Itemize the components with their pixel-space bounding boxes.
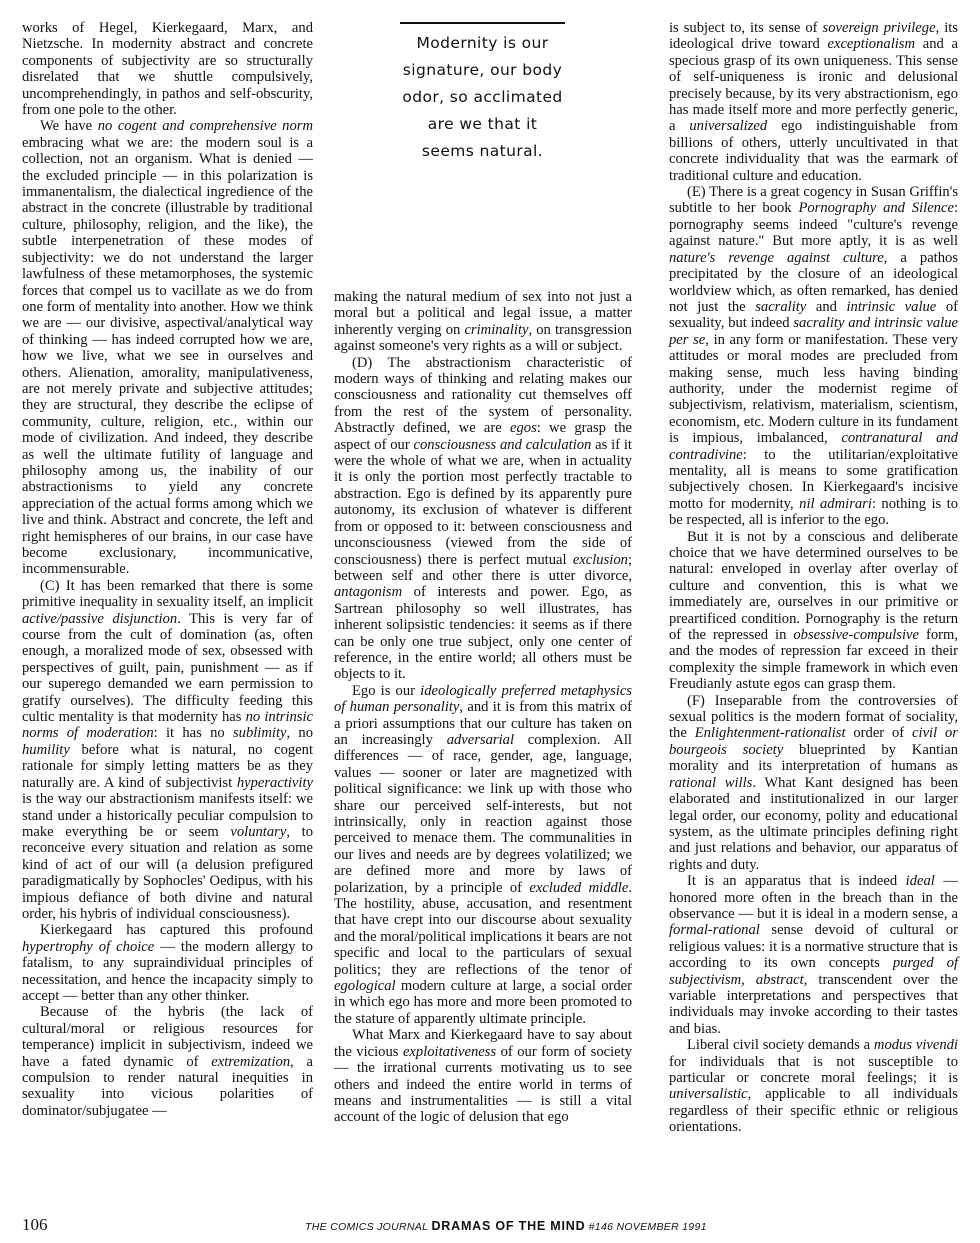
text-run: It is an apparatus that is indeed bbox=[687, 873, 906, 890]
text-run: , a compulsion to render natural inequities in sexuality into vicious polarities of dominator/subjugatee — bbox=[22, 1053, 313, 1119]
italic-run: sacrality and intrinsic value per se bbox=[669, 315, 958, 348]
italic-run: consciousness and calculation bbox=[413, 436, 592, 453]
text-run: We have bbox=[40, 118, 98, 135]
text-run: But it is not by a conscious and deliberate choice that we have determined ourselves to be natural: enveloped in overlay after overlay of culture and convention, this is what we immediately are, ourselves in our primitive or preartificed condition. Pornography is the return of the repressed in bbox=[669, 528, 958, 644]
text-run: , and it is from this matrix of a priori assumptions that our culture has taken on an increasingly bbox=[334, 699, 632, 748]
text-run: , no bbox=[286, 725, 313, 742]
paragraph bbox=[22, 20, 313, 118]
text-run: for individuals that is not susceptible to particular or concrete moral feelings; it is bbox=[669, 1053, 958, 1086]
text-run: modern culture at large, a social order in which ego has more and more been promoted to the stature of apparently ultimate principle. bbox=[334, 978, 632, 1027]
italic-run: universalized bbox=[689, 118, 768, 135]
column-left bbox=[22, 20, 313, 1119]
text-run: , applicable to all individuals regardless of their specific ethnic or religious orientations. bbox=[669, 1086, 958, 1136]
italic-run: intrinsic value bbox=[846, 298, 937, 315]
italic-run: humility bbox=[22, 741, 70, 758]
text-run: ego indistinguishable from billions of others, utterly uncultivated in that concrete individuality that was the earmark of traditional culture and education. bbox=[669, 118, 958, 184]
text-run: of sexuality, but indeed bbox=[669, 298, 958, 332]
paragraph bbox=[22, 1004, 313, 1119]
italic-run: exclusion bbox=[572, 551, 628, 568]
text-run: : it has no bbox=[153, 725, 233, 742]
column-right bbox=[669, 20, 958, 1136]
italic-run: Enlightenment-rationalist bbox=[694, 725, 846, 742]
text-run: (D) The abstractionism characteristic of modern ways of thinking and relating makes our consciousness and rationality cut themselves off from the rest of the system of personality. Abstractly defined, we are bbox=[334, 354, 632, 437]
text-run: . What Kant designed has been elaborated and institutionalized in our larger legal order, our economy, polity and educational system, as the ultimate principles defining right and just relations and behavior, our apparatus of rights and duty. bbox=[669, 774, 958, 873]
italic-run: adversarial bbox=[446, 731, 514, 748]
italic-run: antagonism bbox=[334, 584, 403, 601]
issue-date: NOVEMBER 1991 bbox=[616, 1221, 707, 1233]
italic-run: egos bbox=[510, 420, 537, 437]
text-run: is the way our abstractionism manifests itself: we stand under a historically peculiar compulsion to make everything be or seem bbox=[22, 791, 313, 840]
italic-run: obsessive-compulsive bbox=[793, 627, 919, 644]
text-run: and a specious grasp of its own uniqueness. This sense of self-uniqueness is ironic and delusional precisely because, by its very abstractionism, ego has made itself more and more perfectly generic, a bbox=[669, 36, 958, 135]
text-run: (E) There is a great cogency in Susan Griffin's subtitle to her book bbox=[669, 184, 958, 217]
paragraph bbox=[334, 1027, 632, 1125]
text-run: , to reconceive every situation and relation as some kind of act of our will (a delusion prefigured paradigmatically by Sophocles' Oedipus, with his impious defiance of both divine and natural order, his hybris of individual consciousness). bbox=[22, 823, 313, 922]
text-run: Because of the hybris (the lack of cultural/moral or religious resources for temperance) implicit in subjectivism, indeed we have a fated dynamic of bbox=[22, 1004, 313, 1070]
text-run: as if it were the whole of what we are, when in actuality it is only the portion most perfectly tractable to abstraction. Ego is defined by its apparently pure autonomy, its exclusion of whatever is different from or opposed to it: between consciousness and unconsciousness (viewed from the side of consciousness) there is perfect mutual bbox=[334, 436, 632, 568]
text-run: and bbox=[806, 298, 847, 315]
text-run: Liberal civil society demands a bbox=[687, 1037, 874, 1054]
italic-run: exploitativeness bbox=[402, 1043, 497, 1060]
paragraph bbox=[334, 355, 632, 683]
text-run: : to the utilitarian/exploitative mentality, all is means to some gratification subjectively chosen. In Kierkegaard's incisive motto for modernity, bbox=[669, 446, 958, 512]
text-run: embracing what we are: the modern soul is a collection, not an organism. What is denied — the excluded principle — in this polarization is immanentalism, the dialectical ingredience of the abstract in the concrete (illustrable by traditional culture, philosophy, religion, and the like), the subtle interpenetration of these modes of subjectivity: we do not understand the larger lawfulness of these metamorphoses, the systemic forces that compel us to vacillate as we do from one form of mentality into another. How we think we are — our divisive, aspectival/analytical way of thinking — has indeed corrupted how we are, how we live, what we see in ourselves and others. Alienation, amorality, manipulativeness, are not merely private and subjective attitudes; they are structural, they describe the eclipse of community, culture, religion, etc., within our mode of civilization. And indeed, they describe as well the ultimate futility of language and philosophy among us, the inability of our abstractionisms to yield any concrete appreciation of the actual forms among which we live and think. Abstract and concrete, the left and right hemispheres of our brains, in our case have become exclusionary, incommunicative, incommensurable. bbox=[22, 134, 313, 578]
italic-run: ideologically preferred metaphysics of human personality bbox=[334, 682, 632, 716]
text-run: — honored more often in the breach than in the observance — but it is ideal in a modern sense, a bbox=[669, 873, 958, 922]
text-run: blueprinted by Kantian morality and its interpretation of humans as bbox=[669, 741, 958, 775]
text-run: before what is natural, no cogent rationale for simply letting matters be as they naturally are. A kind of subjectivist bbox=[22, 741, 313, 791]
paragraph bbox=[334, 289, 632, 355]
paragraph bbox=[669, 693, 958, 873]
text-run: ; between self and other there is utter divorce, bbox=[334, 551, 632, 584]
italic-run: extremization bbox=[211, 1053, 291, 1070]
italic-run: civil or bourgeois society bbox=[669, 725, 958, 758]
italic-run: ideal bbox=[905, 873, 935, 890]
text-run: : we grasp the aspect of our bbox=[334, 420, 632, 453]
italic-run: excluded middle bbox=[529, 879, 629, 896]
section-name: DRAMAS OF THE MIND bbox=[431, 1219, 586, 1233]
text-run: , in any form or manifestation. These very attitudes or moral modes are precluded from making sense, much less having binding authority, under the modernist regime of subjectivism, relativism, materialism, scientism, economism, etc. Modern culture in its fundament is impious, imbalanced, bbox=[669, 331, 958, 447]
text-run: (C) It has been remarked that there is some primitive inequality in sexuality itself, an implicit bbox=[22, 577, 313, 611]
text-run: making the natural medium of sex into not just a moral but a political and legal issue, a matter inherently verging on bbox=[334, 289, 632, 338]
text-run: works of Hegel, Kierkegaard, Marx, and Nietzsche. In modernity abstract and concrete components of subjectivity are so structurally disrelated that we shuttle compulsively, uncomprehendingly, in pathos and self-obscurity, from one pole to the other. bbox=[22, 20, 313, 119]
italic-run: hypertrophy of choice bbox=[22, 938, 155, 955]
running-footer bbox=[305, 1219, 707, 1233]
italic-run: sublimity bbox=[232, 725, 287, 742]
italic-run: egological bbox=[334, 978, 396, 995]
text-run: , a pathos precipitated by the closure of an ideological worldview which, as often remarked, has denied not just the bbox=[669, 249, 959, 315]
text-run: of interests and power. Ego, as Sartrean philosophy so well illustrates, has inherent solipsistic tendencies: it seems as if there can be only one true subject, only one center of reference, in the entire world; all others must be objects to it. bbox=[334, 584, 632, 683]
italic-run: universalistic bbox=[669, 1086, 748, 1103]
text-run: What Marx and Kierkegaard have to say about the vicious bbox=[334, 1027, 632, 1060]
paragraph bbox=[22, 922, 313, 1004]
paragraph bbox=[669, 184, 958, 529]
text-run: . The hostility, abuse, accusation, and resentment that have crept into our discourse about sexuality and the moral/political implications it bears are not specific and local to the particulars of sexual politics; they are reflections of the tenor of bbox=[334, 879, 632, 978]
italic-run: contranatural and contradivine bbox=[669, 430, 958, 463]
text-run: , on transgression against someone's very rights as a will or subject. bbox=[334, 321, 632, 355]
paragraph bbox=[334, 683, 632, 1028]
text-run: : nothing is to be respected, all is inferior to the ego. bbox=[669, 495, 959, 529]
text-run: , its ideological drive toward bbox=[669, 20, 958, 53]
pull-quote: Modernity is our signature, our body odor, so acclimated are we that it seems natural. bbox=[400, 22, 565, 165]
text-run: sense devoid of cultural or religious values: it is a normative structure that is according to its own concepts bbox=[669, 922, 958, 972]
text-run: form, and the modes of repression far exceed in their complexity the simple framework in which even Freudianly astute egos can grasp them. bbox=[669, 627, 958, 693]
text-run: order of bbox=[845, 725, 913, 742]
paragraph bbox=[669, 529, 958, 693]
italic-run: purged of subjectivism, abstract bbox=[669, 955, 958, 988]
paragraph bbox=[22, 118, 313, 577]
italic-run: no cogent and comprehensive norm bbox=[97, 118, 313, 135]
italic-run: formal-rational bbox=[669, 922, 760, 939]
text-run: complexion. All differences — of race, gender, age, language, values — sooner or later are magnetized with political significance: we link up with those who share our perceived self-interests, but not intrinsically, only in reaction against those perceived to menace them. The communalities in our lives and needs are by degrees volatilized; we are defined more and more by laws of polarization, by a principle of bbox=[334, 731, 632, 896]
page-number: 106 bbox=[22, 1215, 48, 1234]
page-footer bbox=[22, 1215, 958, 1237]
text-run: : pornography seems indeed "culture's revenge against nature." But more aptly, it is as well bbox=[669, 200, 958, 250]
text-run: is subject to, its sense of bbox=[669, 20, 823, 36]
text-run: , transcendent over the variable interpretations and perspectives that individuals may invoke according to their tastes and bias. bbox=[669, 971, 958, 1037]
journal-name: THE COMICS JOURNAL bbox=[305, 1221, 429, 1233]
italic-run: voluntary bbox=[230, 823, 287, 840]
paragraph bbox=[22, 578, 313, 923]
italic-run: criminality bbox=[464, 321, 529, 338]
italic-run: sacrality bbox=[755, 298, 807, 315]
column-middle bbox=[334, 289, 632, 1126]
italic-run: Pornography and Silence bbox=[798, 200, 954, 217]
text-run: — the modern allergy to fatalism, to any supraindividual principles of necessitation, and hence the incapacity simply to accept — better than any other thinker. bbox=[22, 938, 313, 1004]
italic-run: active/passive disjunction bbox=[22, 610, 178, 627]
italic-run: no intrinsic norms of moderation bbox=[22, 709, 314, 742]
text-run: . This is very far of course from the cult of domination (as, often enough, a moralized mode of sex, obsessed with perspectives of guilt, pain, punishment — as if our superego demanded we earn permission to gratify ourselves). The difficulty feeding this cultic mentality is that modernity has bbox=[22, 610, 313, 726]
paragraph bbox=[669, 873, 958, 1037]
text-run: (F) Inseparable from the controversies of sexual politics is the modern format of sociality, the bbox=[669, 692, 958, 742]
text-run: Kierkegaard has captured this profound bbox=[40, 922, 313, 939]
issue-number: #146 bbox=[588, 1221, 614, 1233]
italic-run: sovereign privilege bbox=[822, 20, 936, 36]
text-run: Ego is our bbox=[352, 682, 421, 699]
italic-run: hyperactivity bbox=[236, 774, 313, 791]
paragraph bbox=[669, 20, 958, 184]
italic-run: rational wills bbox=[669, 774, 753, 791]
italic-run: modus vivendi bbox=[873, 1037, 958, 1054]
text-run: of our form of society — the irrational currents motivating us to see others and indeed the entire world in terms of means and instrumentalities — is still a vital account of the logic of delusion that ego bbox=[334, 1043, 632, 1126]
italic-run: nil admirari bbox=[799, 495, 872, 512]
paragraph bbox=[669, 1037, 958, 1135]
italic-run: exceptionalism bbox=[827, 36, 916, 53]
italic-run: nature's revenge against culture bbox=[669, 249, 884, 266]
